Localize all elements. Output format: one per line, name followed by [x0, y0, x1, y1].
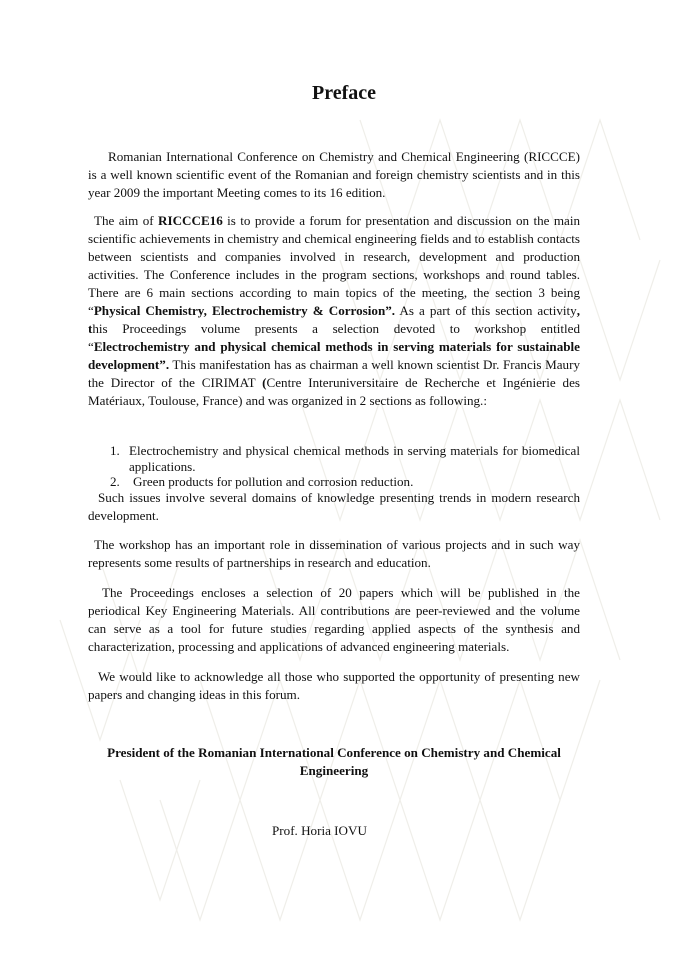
paragraph-aim	[88, 212, 580, 410]
list-item-number: 1.	[110, 443, 120, 458]
paragraph-issues: Such issues involve several domains of knowledge presenting trends in modern research development.	[88, 490, 580, 523]
aim-text-k: Centre Interuniversitaire de Recherche et Ingénierie des Matériaux, Toulouse, France) and was organized in 2 sections as following.:	[88, 375, 580, 408]
aim-text-j: (	[262, 375, 267, 390]
section-name: Physical Chemistry, Electrochemistry & Corrosion”.	[93, 303, 396, 318]
aim-text-e: As a part of this section activity	[395, 303, 577, 318]
list-item-number: 2.	[110, 474, 120, 489]
aim-text-f: , t	[88, 303, 580, 336]
paragraph-proceedings: The Proceedings encloses a selection of 20 papers which will be published in the periodical Key Engineering Materials. All contributions are peer-reviewed and the volume can serve as a tool for future studies regarding applied aspects of the synthesis and characterization, processing and applications of advanced engineering materials.	[88, 585, 580, 654]
paragraph-acknowledgement: We would like to acknowledge all those who supported the opportunity of presenting new papers and changing ideas in this forum.	[88, 669, 580, 702]
signature-title: President of the Romanian International Conference on Chemistry and Chemical Engineering	[107, 745, 561, 778]
list-item-text: Green products for pollution and corrosion reduction.	[133, 474, 414, 489]
author-name: Prof. Horia IOVU	[272, 823, 367, 838]
workshop-title: Electrochemistry and physical chemical methods in serving materials for sustainable development”.	[88, 339, 580, 372]
list-item	[88, 443, 580, 474]
aim-text-c: is to provide a forum for presentation and discussion on the main scientific achievements in chemistry and chemical engineering fields and to establish contacts between scientists and companies involved in research, development and production activities. The Conference includes in the program sections, workshops and round tables. There are 6 main sections according to main topics of the meeting, the section 3 being “	[88, 213, 580, 318]
paragraph-workshop: The workshop has an important role in dissemination of various projects and in such way represents some results of partnerships in research and education.	[88, 537, 580, 570]
aim-text-i: This manifestation has as chairman a well known scientist Dr. Francis Maury the Director of the CIRIMAT	[88, 357, 580, 390]
aim-text-a: The aim of	[94, 213, 159, 228]
aim-text-g: his Proceedings volume presents a selection devoted to workshop entitled “	[88, 321, 580, 354]
paragraph-intro: Romanian International Conference on Chemistry and Chemical Engineering (RICCCE) is a well known scientific event of the Romanian and foreign chemistry scientists and in this year 2009 the important Meeting comes to its 16 edition.	[88, 149, 580, 200]
list-item-text: Electrochemistry and physical chemical methods in serving materials for biomedical applications.	[129, 443, 580, 474]
list-item	[88, 474, 580, 490]
page-title: Preface	[311, 82, 377, 104]
conference-acronym: RICCCE16	[158, 213, 223, 228]
sections-list	[88, 443, 580, 490]
